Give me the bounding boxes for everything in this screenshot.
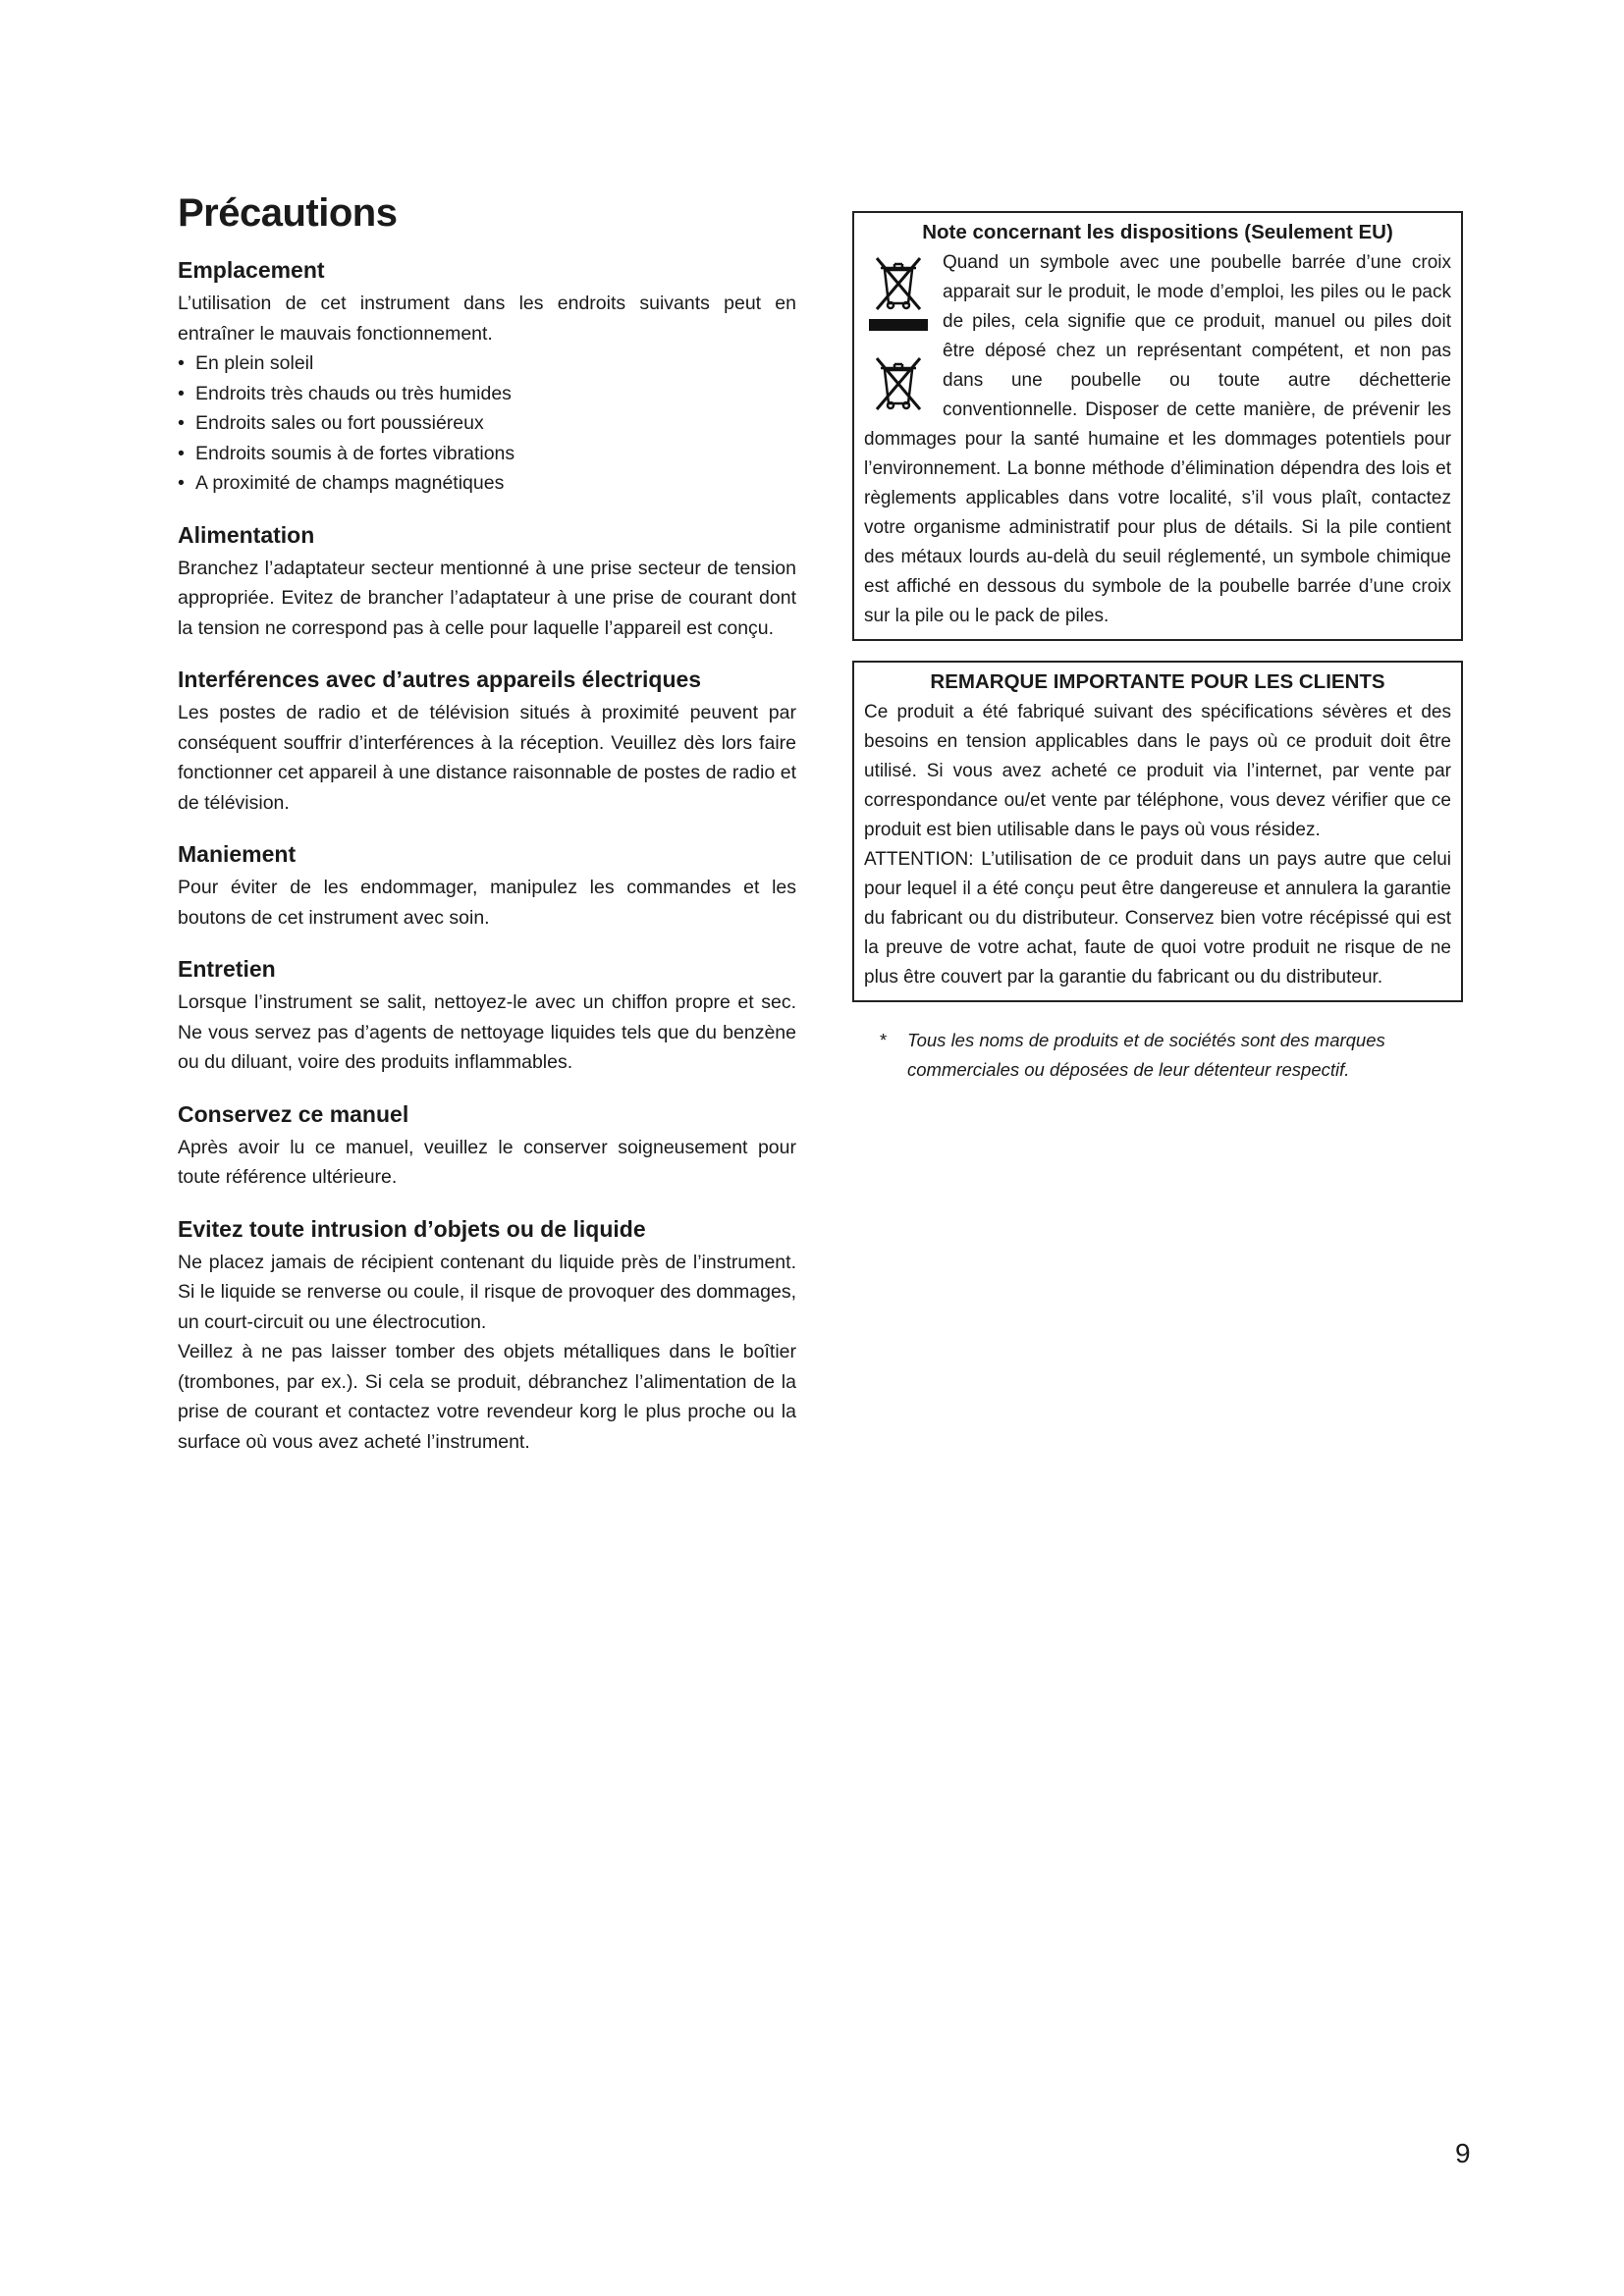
footnote-marker: *	[880, 1030, 888, 1050]
eu-note-text: Quand un symbole avec une poubelle barrée d’une croix apparait sur le produit, le mode d’emploi, les piles ou le pack de piles, cela signifie que ce produit, manuel ou piles doit être déposé chez un représentant compétent, et non pas dans une poubelle ou toute autre déchetterie conventionnelle. Disposer de cette manière, de prévenir les dommages pour la santé humaine et les dommages potentiels pour l’environnement. La bonne méthode d’élimination dépendra des lois et règlements applicables dans votre localité, s’il vous plaît, contactez votre organisme administratif pour plus de détails. Si la pile contient des métaux lourds au-delà du seuil réglementé, un symbole chimique est affiché en dessous du symbole de la poubelle barrée d’une croix sur la pile ou le pack de piles.	[864, 252, 1451, 626]
section-maniement	[178, 839, 796, 933]
eu-note-title: Note concernant les dispositions (Seulement EU)	[922, 221, 1393, 243]
list-item: • Endroits sales ou fort poussiéreux	[178, 408, 796, 439]
client-notice-title: REMARQUE IMPORTANTE POUR LES CLIENTS	[930, 670, 1385, 693]
eu-disposal-note-box	[852, 211, 1463, 641]
section-heading: Alimentation	[178, 521, 315, 548]
section-alimentation	[178, 520, 796, 644]
client-notice-box	[852, 661, 1463, 1002]
section-heading: Entretien	[178, 956, 276, 982]
footnote-text: Tous les noms de produits et de sociétés sont des marques commerciales ou déposées de leur détenteur respectif.	[907, 1030, 1385, 1080]
section-text: Ne placez jamais de récipient contenant du liquide près de l’instrument. Si le liquide se renverse ou coule, il risque de provoquer des dommages, un court-circuit ou une électrocution.	[178, 1251, 796, 1333]
list-item: • Endroits soumis à de fortes vibrations	[178, 439, 796, 469]
section-heading: Emplacement	[178, 257, 325, 283]
section-heading: Maniement	[178, 841, 297, 867]
section-intrusion	[178, 1214, 796, 1458]
disposal-symbols	[864, 252, 933, 411]
section-text: L’utilisation de cet instrument dans les endroits suivants peut en entraîner le mauvais fonctionnement.	[178, 293, 796, 345]
bullet-list	[178, 348, 796, 499]
client-notice-text: Ce produit a été fabriqué suivant des spécifications sévères et des besoins en tension applicables dans le pays où ce produit doit être utilisé. Si vous avez acheté ce produit via l’internet, par vente par correspondance ou/et vente par téléphone, vous devez vérifier que ce produit est bien utilisable dans le pays où vous résidez.	[864, 702, 1451, 840]
list-item: • Endroits très chauds ou très humides	[178, 379, 796, 409]
page-number: 9	[1455, 2138, 1471, 2168]
section-emplacement	[178, 255, 796, 499]
section-text: Branchez l’adaptateur secteur mentionné à une prise secteur de tension appropriée. Evitez de brancher l’adaptateur à une prise de courant dont la tension ne correspond pas à celle pour laquelle l’appareil est conçu.	[178, 557, 796, 639]
left-column	[178, 191, 796, 1478]
section-heading: Conservez ce manuel	[178, 1100, 409, 1127]
section-heading: Evitez toute intrusion d’objets ou de liquide	[178, 1215, 646, 1242]
section-conservez	[178, 1099, 796, 1193]
page-title: Précautions	[178, 191, 398, 235]
section-text: Les postes de radio et de télévision situés à proximité peuvent par conséquent souffrir d’interférences à la réception. Veuillez dès lors faire fonctionner cet appareil à une distance raisonnable de postes de radio et de télévision.	[178, 702, 796, 814]
crossed-bin-icon	[871, 352, 926, 411]
crossed-bin-icon	[871, 252, 926, 311]
section-text: Après avoir lu ce manuel, veuillez le conserver soigneusement pour toute référence ultérieure.	[178, 1136, 796, 1188]
list-item: • En plein soleil	[178, 348, 796, 379]
trademark-footnote	[852, 1026, 1463, 1085]
section-heading: Interférences avec d’autres appareils électriques	[178, 667, 702, 692]
section-text: Lorsque l’instrument se salit, nettoyez-le avec un chiffon propre et sec. Ne vous servez pas d’agents de nettoyage liquides tels que du benzène ou du diluant, voire des produits inflammables.	[178, 991, 796, 1073]
right-column	[852, 211, 1463, 1085]
client-notice-warning: ATTENTION: L’utilisation de ce produit dans un pays autre que celui pour lequel il a été conçu peut être dangereuse et annulera la garantie du fabricant ou du distributeur. Conservez bien votre récépissé qui est la preuve de votre achat, faute de quoi votre produit ne risque de ne plus être couvert par la garantie du fabricant ou du distributeur.	[864, 849, 1451, 988]
solid-bar-icon	[869, 319, 928, 331]
section-interferences	[178, 665, 796, 818]
section-text: Pour éviter de les endommager, manipulez les commandes et les boutons de cet instrument avec soin.	[178, 877, 796, 929]
list-item: • A proximité de champs magnétiques	[178, 468, 796, 499]
section-entretien	[178, 954, 796, 1078]
section-text: Veillez à ne pas laisser tomber des objets métalliques dans le boîtier (trombones, par ex.). Si cela se produit, débranchez l’alimentation de la prise de courant et contactez votre revendeur korg le plus proche ou la surface où vous avez acheté l’instrument.	[178, 1341, 796, 1453]
